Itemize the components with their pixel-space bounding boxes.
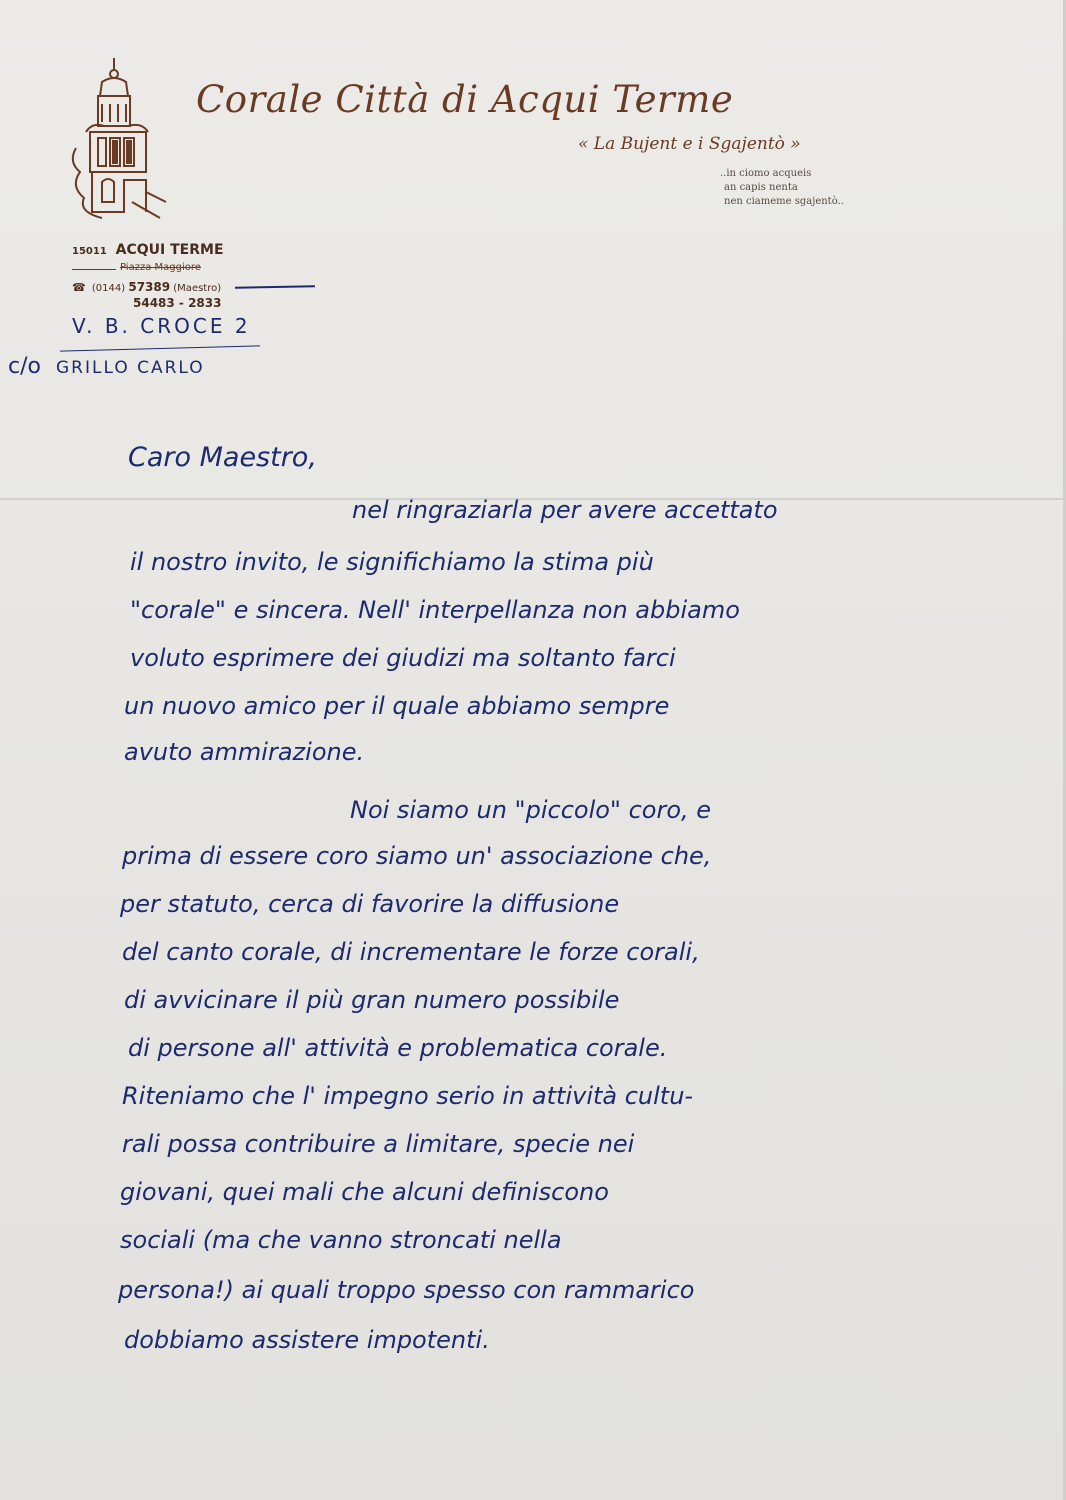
letter-line: "corale" e sincera. Nell' interpellanza non abbiamo xyxy=(130,596,740,624)
postal-code: 15011 xyxy=(72,246,107,257)
organization-motto: « La Bujent e i Sgajentò » xyxy=(578,134,801,154)
letter-line: Noi siamo un "piccolo" coro, e xyxy=(350,796,712,824)
divider xyxy=(72,269,116,270)
dialect-line: nen ciameme sgajentò.. xyxy=(724,196,844,207)
letter-line: del canto corale, di incrementare le forze corali, xyxy=(122,938,700,966)
letter-line: prima di essere coro siamo un' associazione che, xyxy=(122,842,712,870)
letter-line: di persone all' attività e problematica corale. xyxy=(128,1034,668,1062)
letter-line: rali possa contribuire a limitare, specie nei xyxy=(122,1130,635,1158)
phone-note: (Maestro) xyxy=(173,283,222,294)
letter-line: voluto esprimere dei giudizi ma soltanto farci xyxy=(130,644,676,672)
pen-underline xyxy=(60,345,260,351)
struck-address: Piazza Maggiore xyxy=(120,262,201,273)
dialect-line: an capis nenta xyxy=(724,182,798,193)
organization-title: Corale Città di Acqui Terme xyxy=(196,78,734,121)
letter-line: il nostro invito, le significhiamo la stima più xyxy=(130,548,654,576)
letter-line: un nuovo amico per il quale abbiamo sempre xyxy=(124,692,670,720)
letter-line: per statuto, cerca di favorire la diffusione xyxy=(120,890,620,918)
city-name: ACQUI TERME xyxy=(115,242,224,258)
city-line xyxy=(72,242,224,258)
phone-number-1: 57389 xyxy=(128,280,171,294)
letter-line: avuto ammirazione. xyxy=(124,738,365,766)
bell-tower-icon xyxy=(62,52,172,232)
telephone-icon: ☎ xyxy=(72,281,86,294)
dialect-line: ..in ciomo acqueis xyxy=(720,168,812,179)
pen-stroke xyxy=(235,285,315,288)
recipient-name: GRILLO CARLO xyxy=(56,358,205,378)
letter-line: persona!) ai quali troppo spesso con rammarico xyxy=(118,1276,695,1304)
phone-line xyxy=(72,280,221,294)
letter-line: nel ringraziarla per avere accettato xyxy=(352,496,778,524)
letter-line: di avvicinare il più gran numero possibile xyxy=(124,986,620,1014)
letter-line: Riteniamo che l' impegno serio in attività cultu- xyxy=(122,1082,694,1110)
care-of-mark: c/o xyxy=(8,354,41,379)
phone-number-2: 54483 - 2833 xyxy=(133,296,222,310)
letter-line: dobbiamo assistere impotenti. xyxy=(124,1326,490,1354)
phone-prefix: (0144) xyxy=(91,283,126,294)
handwritten-address: V. B. CROCE 2 xyxy=(72,314,251,338)
letter-line: giovani, quei mali che alcuni definiscono xyxy=(120,1178,609,1206)
letter-line: sociali (ma che vanno stroncati nella xyxy=(120,1226,562,1254)
salutation: Caro Maestro, xyxy=(128,442,317,473)
dialect-verse xyxy=(720,167,900,209)
